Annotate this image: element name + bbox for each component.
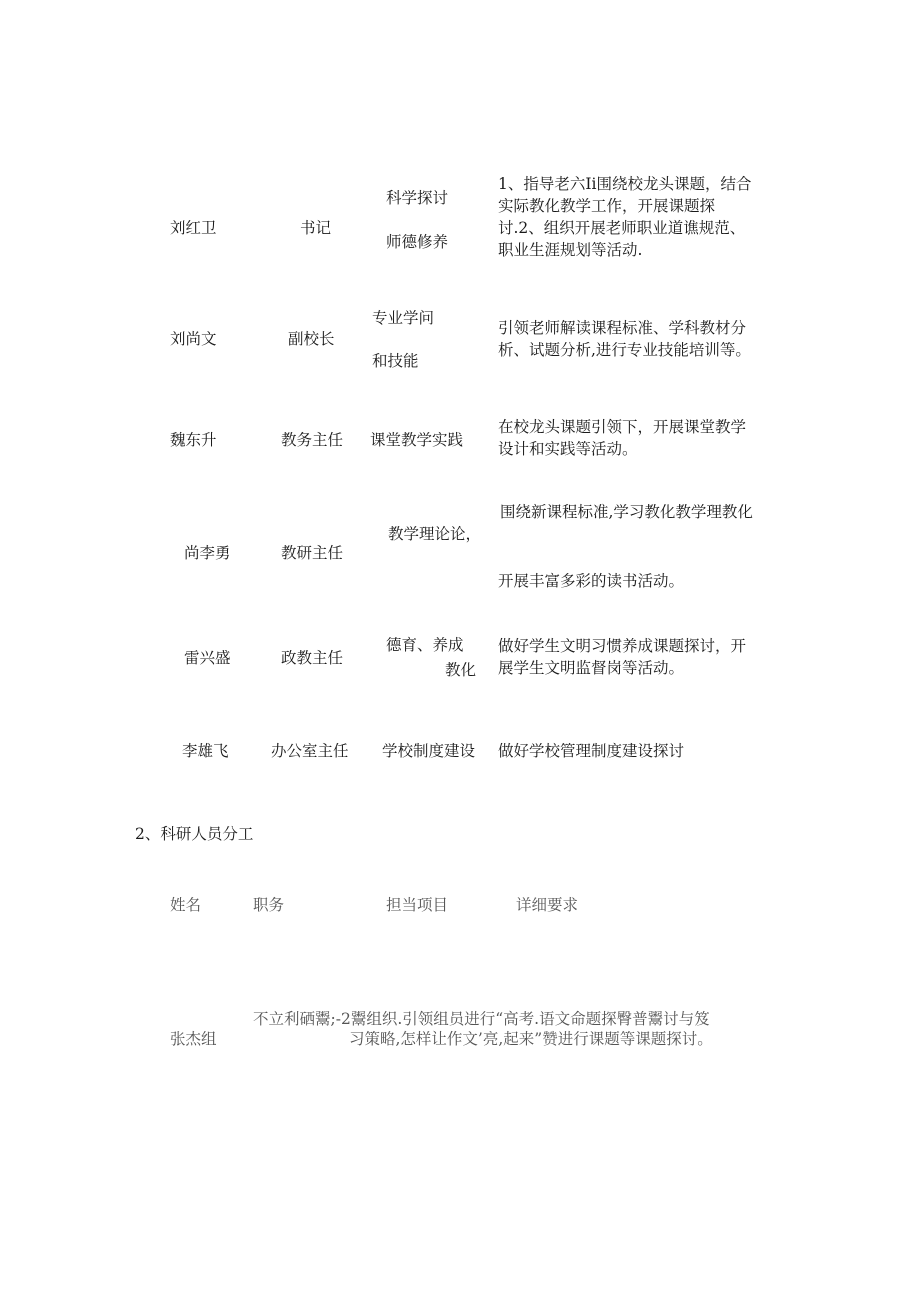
- leader-detail: 引领老师解读课程标准、学科教材分 析、试题分析,进行专业技能培训等。: [498, 319, 751, 359]
- leader-detail: 开展丰富多彩的读书活动。: [498, 572, 685, 590]
- member-detail: 习策略,怎样让作文’亮,起来”赞进行课题等课题探讨。: [349, 1030, 713, 1048]
- leader-position: 办公室主任: [271, 742, 349, 760]
- leader-name: 刘尚文: [170, 330, 217, 348]
- leader-position: 教务主任: [281, 431, 344, 449]
- member-detail: 不立利硒鬻;-2鬻组织.引领组员进行“高考.语文命题探臀普鬻讨与笈: [253, 1010, 710, 1028]
- leader-position: 书记: [300, 219, 332, 237]
- leader-position: 政教主任: [281, 649, 344, 667]
- leader-position: 教研主任: [281, 544, 344, 562]
- leader-name: 尚李勇: [184, 544, 231, 562]
- leader-position: 副校长: [288, 330, 335, 348]
- leader-area: 课堂教学实践: [370, 431, 464, 449]
- column-header-project: 担当项目: [386, 896, 449, 914]
- leader-area: 师德修养: [386, 233, 449, 251]
- leader-area: 学校制度建设: [382, 742, 476, 760]
- leader-detail: 在校龙头课题引领下，开展课堂教学 设计和实践等活动。: [498, 418, 747, 458]
- leader-detail: 1、指导老六Ii围绕校龙头课题，结合 实际教化教学工作，开展课题探 讨.2、组织开展老师职业道谯规范、 职业生涯规划等活动.: [498, 175, 752, 259]
- member-name: 张杰组: [170, 1030, 217, 1048]
- column-header-requirement: 详细要求: [516, 896, 579, 914]
- leader-detail: 做好学校管理制度建设探讨: [498, 742, 685, 760]
- leader-area: 教化: [444, 661, 476, 679]
- leader-name: 雷兴盛: [184, 649, 231, 667]
- leader-name: 李雄飞: [182, 742, 229, 760]
- leader-name: 刘红卫: [170, 219, 217, 237]
- leader-area: 科学探讨: [386, 189, 449, 207]
- leader-detail: 围绕新课程标准,学习教化教学理教化: [500, 503, 753, 521]
- leader-area: 和技能: [372, 352, 419, 370]
- leader-name: 魏东升: [170, 431, 217, 449]
- section-heading: 2、科研人员分工: [135, 825, 254, 843]
- column-header-name: 姓名: [170, 896, 202, 914]
- leader-detail: 做好学生文明习惯养成课题探讨，开 展学生文明监督岗等活动。: [498, 637, 747, 677]
- leader-area: 教学理论论，: [388, 525, 482, 543]
- leader-area: 专业学问: [372, 309, 435, 327]
- column-header-position: 职务: [253, 896, 285, 914]
- leader-area: 德育、养成: [386, 636, 464, 654]
